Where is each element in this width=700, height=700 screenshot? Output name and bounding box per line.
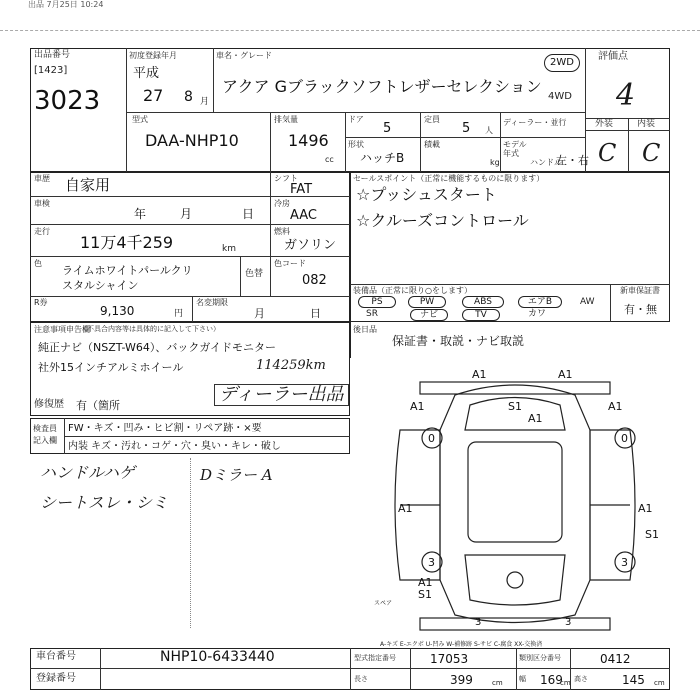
- height-label: 高さ: [574, 675, 588, 683]
- inspection-month: 月: [180, 207, 193, 221]
- length-unit: cm: [492, 679, 503, 687]
- handwritten-left-2: シートスレ・シミ: [40, 493, 168, 512]
- color-change-label: 色替: [245, 269, 264, 279]
- notes-label: 注意事項申告欄: [34, 325, 90, 334]
- mark-hood-s: S1: [508, 400, 522, 413]
- sales-point-2: ☆クルーズコントロール: [356, 211, 529, 230]
- mark-left-door: A1: [398, 502, 413, 515]
- notes-sublabel: （不具合内容等は具体的に記入して下さい）: [80, 325, 220, 333]
- name-change-day: 日: [310, 307, 321, 320]
- notes-line2: 社外15インチアルミホイール: [38, 361, 184, 374]
- inspector-row1: FW・キズ・凹み・ヒビ割・リペア跡・×要: [68, 423, 262, 434]
- model-label: 車名・グレード: [216, 51, 272, 60]
- repair-value: 有（箇所: [76, 399, 120, 412]
- equipment-label: 装備品（正常に限り○をします）: [353, 286, 472, 295]
- color-line1: ライムホワイトパールクリ: [62, 264, 193, 277]
- class-code-label: 類別区分番号: [519, 654, 561, 662]
- color-code-label: 色コード: [274, 259, 306, 268]
- doors-label: ドア: [348, 115, 364, 124]
- recycle-unit: 円: [174, 309, 184, 319]
- new-warranty-value: 有・無: [624, 303, 657, 316]
- length-label: 長さ: [354, 675, 368, 683]
- lot-number: 3023: [34, 86, 101, 116]
- exterior-value: C: [598, 139, 617, 167]
- equip-aw: AW: [580, 297, 595, 307]
- model-name: アクア Gブラックソフトレザーセレクション: [222, 77, 542, 96]
- chassis-label: 車台番号: [36, 651, 76, 662]
- inspection-year: 年: [134, 207, 147, 221]
- after-dealing-label: 後日品: [353, 325, 377, 334]
- first-reg-year: 27: [143, 86, 164, 105]
- car-body-outline: [440, 385, 590, 623]
- handwritten-left-1: ハンドルハゲ: [40, 463, 135, 482]
- mileage-value: 11万4千259: [80, 233, 174, 252]
- lot-label: 出品番号: [34, 50, 71, 60]
- height-value: 145: [622, 673, 645, 687]
- mileage-label: 走行: [34, 227, 50, 236]
- doors-value: 5: [383, 121, 392, 136]
- circle-front-left: 0: [428, 432, 435, 445]
- first-reg-month: 8: [184, 89, 193, 105]
- header-scrap: 出品 7月25日 10:24: [28, 0, 104, 9]
- equip-leather: カワ: [528, 309, 547, 319]
- notes-line1: 純正ナビ（NSZT-W64）、バックガイドモニター: [38, 341, 277, 354]
- dealer-stamp: ディーラー出品: [214, 384, 349, 406]
- handle-label: ハンドル: [530, 158, 562, 167]
- exterior-label: 外装: [595, 119, 614, 129]
- displacement-value: 1496: [288, 131, 329, 150]
- mark-rear-left-s: S1: [418, 588, 432, 601]
- capacity-value: 5: [462, 121, 471, 136]
- shape-value: ハッチB: [360, 151, 405, 165]
- width-unit: cm: [560, 679, 571, 687]
- mark-right-fender: A1: [608, 400, 623, 413]
- first-reg-month-unit: 月: [200, 97, 210, 107]
- mark-hood-a: A1: [528, 412, 543, 425]
- dealer-label: ディーラー・並行: [503, 118, 567, 127]
- usage-label: 車歴: [34, 174, 50, 183]
- interior-value: C: [642, 139, 661, 167]
- equip-navi: ナビ: [410, 309, 448, 321]
- aircon-value: AAC: [290, 208, 317, 223]
- equip-sr: SR: [366, 309, 378, 319]
- sales-point-1: ☆プッシュスタート: [356, 185, 497, 204]
- rear-bumper: [420, 618, 610, 630]
- rear-window: [465, 555, 565, 605]
- shift-label: シフト: [274, 174, 298, 183]
- circle-rear-bumper-right: 3: [565, 617, 572, 628]
- type-value: DAA-NHP10: [145, 131, 239, 150]
- first-reg-era: 平成: [133, 66, 160, 81]
- drive-4wd: 4WD: [548, 91, 572, 102]
- equip-pw: PW: [408, 296, 446, 308]
- inspection-day: 日: [242, 207, 255, 221]
- name-change-label: 名変期限: [196, 298, 228, 307]
- sales-points-label: セールスポイント（正常に機能するものに限ります）: [353, 174, 545, 183]
- capacity-label: 定員: [424, 115, 440, 124]
- circle-rear-left: 3: [428, 556, 435, 569]
- handwritten-right-1: Dミラー A: [200, 466, 273, 484]
- cut-line: [0, 30, 700, 31]
- mark-left-fender: A1: [410, 400, 425, 413]
- width-label: 幅: [519, 675, 526, 683]
- circle-rear-bumper-left: 3: [475, 617, 482, 628]
- lot-session: [1423]: [34, 65, 68, 76]
- name-change-month: 月: [254, 307, 265, 320]
- mark-right-door: A1: [638, 502, 653, 515]
- width-value: 169: [540, 673, 563, 687]
- mark-right-rear-s: S1: [645, 528, 659, 541]
- fuel-label: 燃料: [274, 227, 290, 236]
- new-warranty-label: 新車保証書: [620, 286, 660, 295]
- recycle-label: R券: [34, 298, 48, 307]
- class-code-value: 0412: [600, 652, 631, 666]
- inspection-label: 車検: [34, 199, 50, 208]
- shape-label: 形状: [348, 140, 364, 149]
- spec-code-label: 型式指定番号: [354, 654, 396, 662]
- notes-handwritten-mileage: 114259km: [256, 358, 326, 373]
- handle-value: 左・右: [556, 154, 589, 167]
- color-label: 色: [34, 259, 42, 268]
- score-value: 4: [616, 78, 636, 113]
- equip-tv: TV: [462, 309, 500, 321]
- circle-rear-right: 3: [621, 556, 628, 569]
- front-bumper: [420, 382, 610, 394]
- shift-value: FAT: [290, 182, 313, 197]
- score-label: 評価点: [598, 51, 628, 62]
- repair-label: 修復歴: [34, 399, 64, 410]
- aircon-label: 冷房: [274, 199, 290, 208]
- spare-label: スペア: [374, 600, 393, 607]
- drive-2wd-circled: 2WD: [544, 54, 580, 72]
- fuel-value: ガソリン: [284, 238, 337, 253]
- roof: [468, 442, 562, 542]
- model-year-label: モデル年式: [503, 140, 527, 158]
- mark-front-left: A1: [472, 368, 487, 381]
- equip-abs: ABS: [462, 296, 504, 308]
- chassis-value: NHP10-6433440: [160, 649, 275, 665]
- displacement-unit: cc: [325, 155, 334, 164]
- mark-front-right: A1: [558, 368, 573, 381]
- inspector-label-2: 記入欄: [33, 436, 57, 445]
- first-reg-label: 初度登録年月: [129, 51, 177, 60]
- capacity-unit: 人: [485, 126, 493, 135]
- registration-label: 登録番号: [36, 673, 76, 684]
- inspector-row2: 内装 キズ・汚れ・コゲ・穴・臭い・キレ・破し: [68, 441, 281, 452]
- equip-airbag: エアB: [518, 296, 562, 308]
- circle-front-right: 0: [621, 432, 628, 445]
- load-label: 積載: [424, 140, 440, 149]
- car-damage-diagram: [360, 360, 670, 645]
- interior-label: 内装: [637, 119, 656, 129]
- load-unit: kg: [490, 158, 500, 167]
- length-value: 399: [450, 673, 473, 687]
- spec-code-value: 17053: [430, 652, 469, 666]
- color-code-value: 082: [302, 273, 327, 288]
- mileage-unit: km: [222, 244, 236, 254]
- after-dealing-value: 保証書・取説・ナビ取説: [392, 334, 525, 348]
- usage-value: 自家用: [65, 176, 111, 194]
- color-line2: スタルシャイン: [62, 279, 139, 292]
- mark-rear-left-a: A1: [418, 576, 433, 589]
- equip-ps: PS: [358, 296, 396, 308]
- type-label: 型式: [132, 115, 148, 124]
- height-unit: cm: [654, 679, 665, 687]
- displacement-label: 排気量: [274, 115, 298, 124]
- spare-tire: [507, 572, 523, 588]
- recycle-value: 9,130: [100, 304, 135, 318]
- inspector-label-1: 検査員: [33, 424, 57, 433]
- damage-legend: A-キズ E-エクボ U-凹み W-補修跡 S-サビ C-腐食 XX-交換済: [380, 641, 543, 648]
